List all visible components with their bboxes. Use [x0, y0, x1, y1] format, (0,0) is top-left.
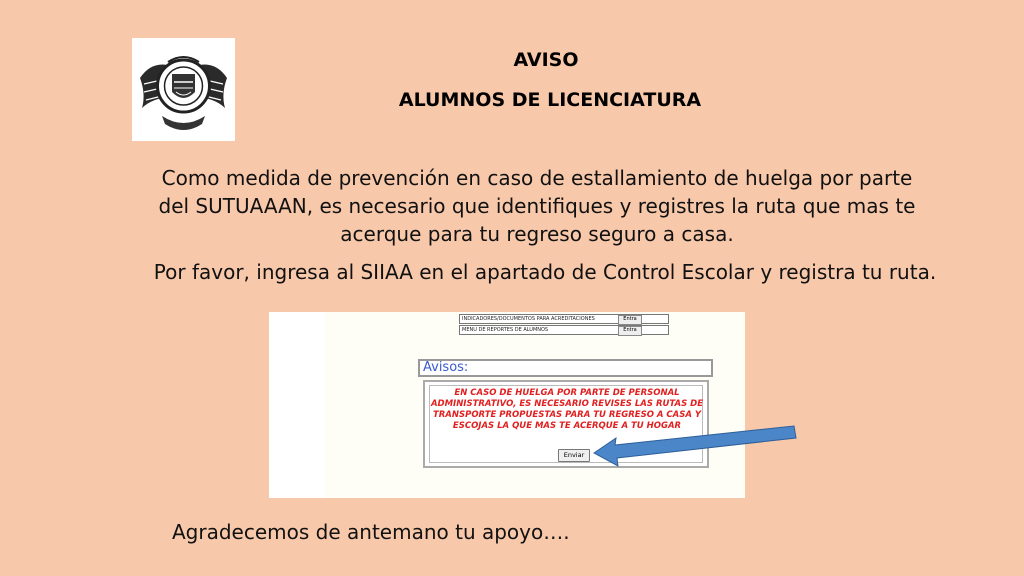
submit-button[interactable]: Enviar — [558, 449, 590, 462]
menu-row — [459, 314, 669, 324]
page-subtitle: ALUMNOS DE LICENCIATURA — [398, 89, 702, 111]
menu-row-label: INDICADORES/DOCUMENTOS PARA ACREDITACIONES — [462, 316, 595, 322]
menu-row-label: MENU DE REPORTES DE ALUMNOS — [462, 327, 549, 333]
embedded-screenshot — [269, 312, 745, 498]
menu-row — [459, 325, 669, 335]
closing-text: Agradecemos de antemano tu apoyo…. — [172, 520, 570, 544]
page-title: AVISO — [513, 49, 579, 71]
menu-row-enter-button[interactable]: Entra — [618, 326, 642, 336]
strike-warning-text: EN CASO DE HUELGA POR PARTE DE PERSONAL ADMINISTRATIVO, ES NECESARIO REVISES LAS RUTAS DE TRANSPORTE PROPUESTAS PARA TU REGRESO A CASA Y ESCOJAS LA QUE MAS TE ACERQUE A TU HOGAR — [430, 388, 704, 431]
arrow-icon — [590, 420, 800, 470]
screenshot-margin — [269, 312, 325, 498]
instruction-paragraph: Por favor, ingresa al SIIAA en el apartado de Control Escolar y registra tu ruta. — [153, 260, 937, 284]
avisos-header — [418, 359, 713, 377]
university-seal-icon — [132, 38, 235, 141]
university-logo — [132, 38, 235, 141]
avisos-title: Avisos: — [423, 360, 469, 375]
menu-row-enter-button[interactable]: Entra — [618, 315, 642, 325]
notice-paragraph: Como medida de prevención en caso de estallamiento de huelga por parte del SUTUAAAN, es necesario que identifiques y registres la ruta que mas te acerque para tu regreso seguro a casa. — [158, 166, 916, 246]
